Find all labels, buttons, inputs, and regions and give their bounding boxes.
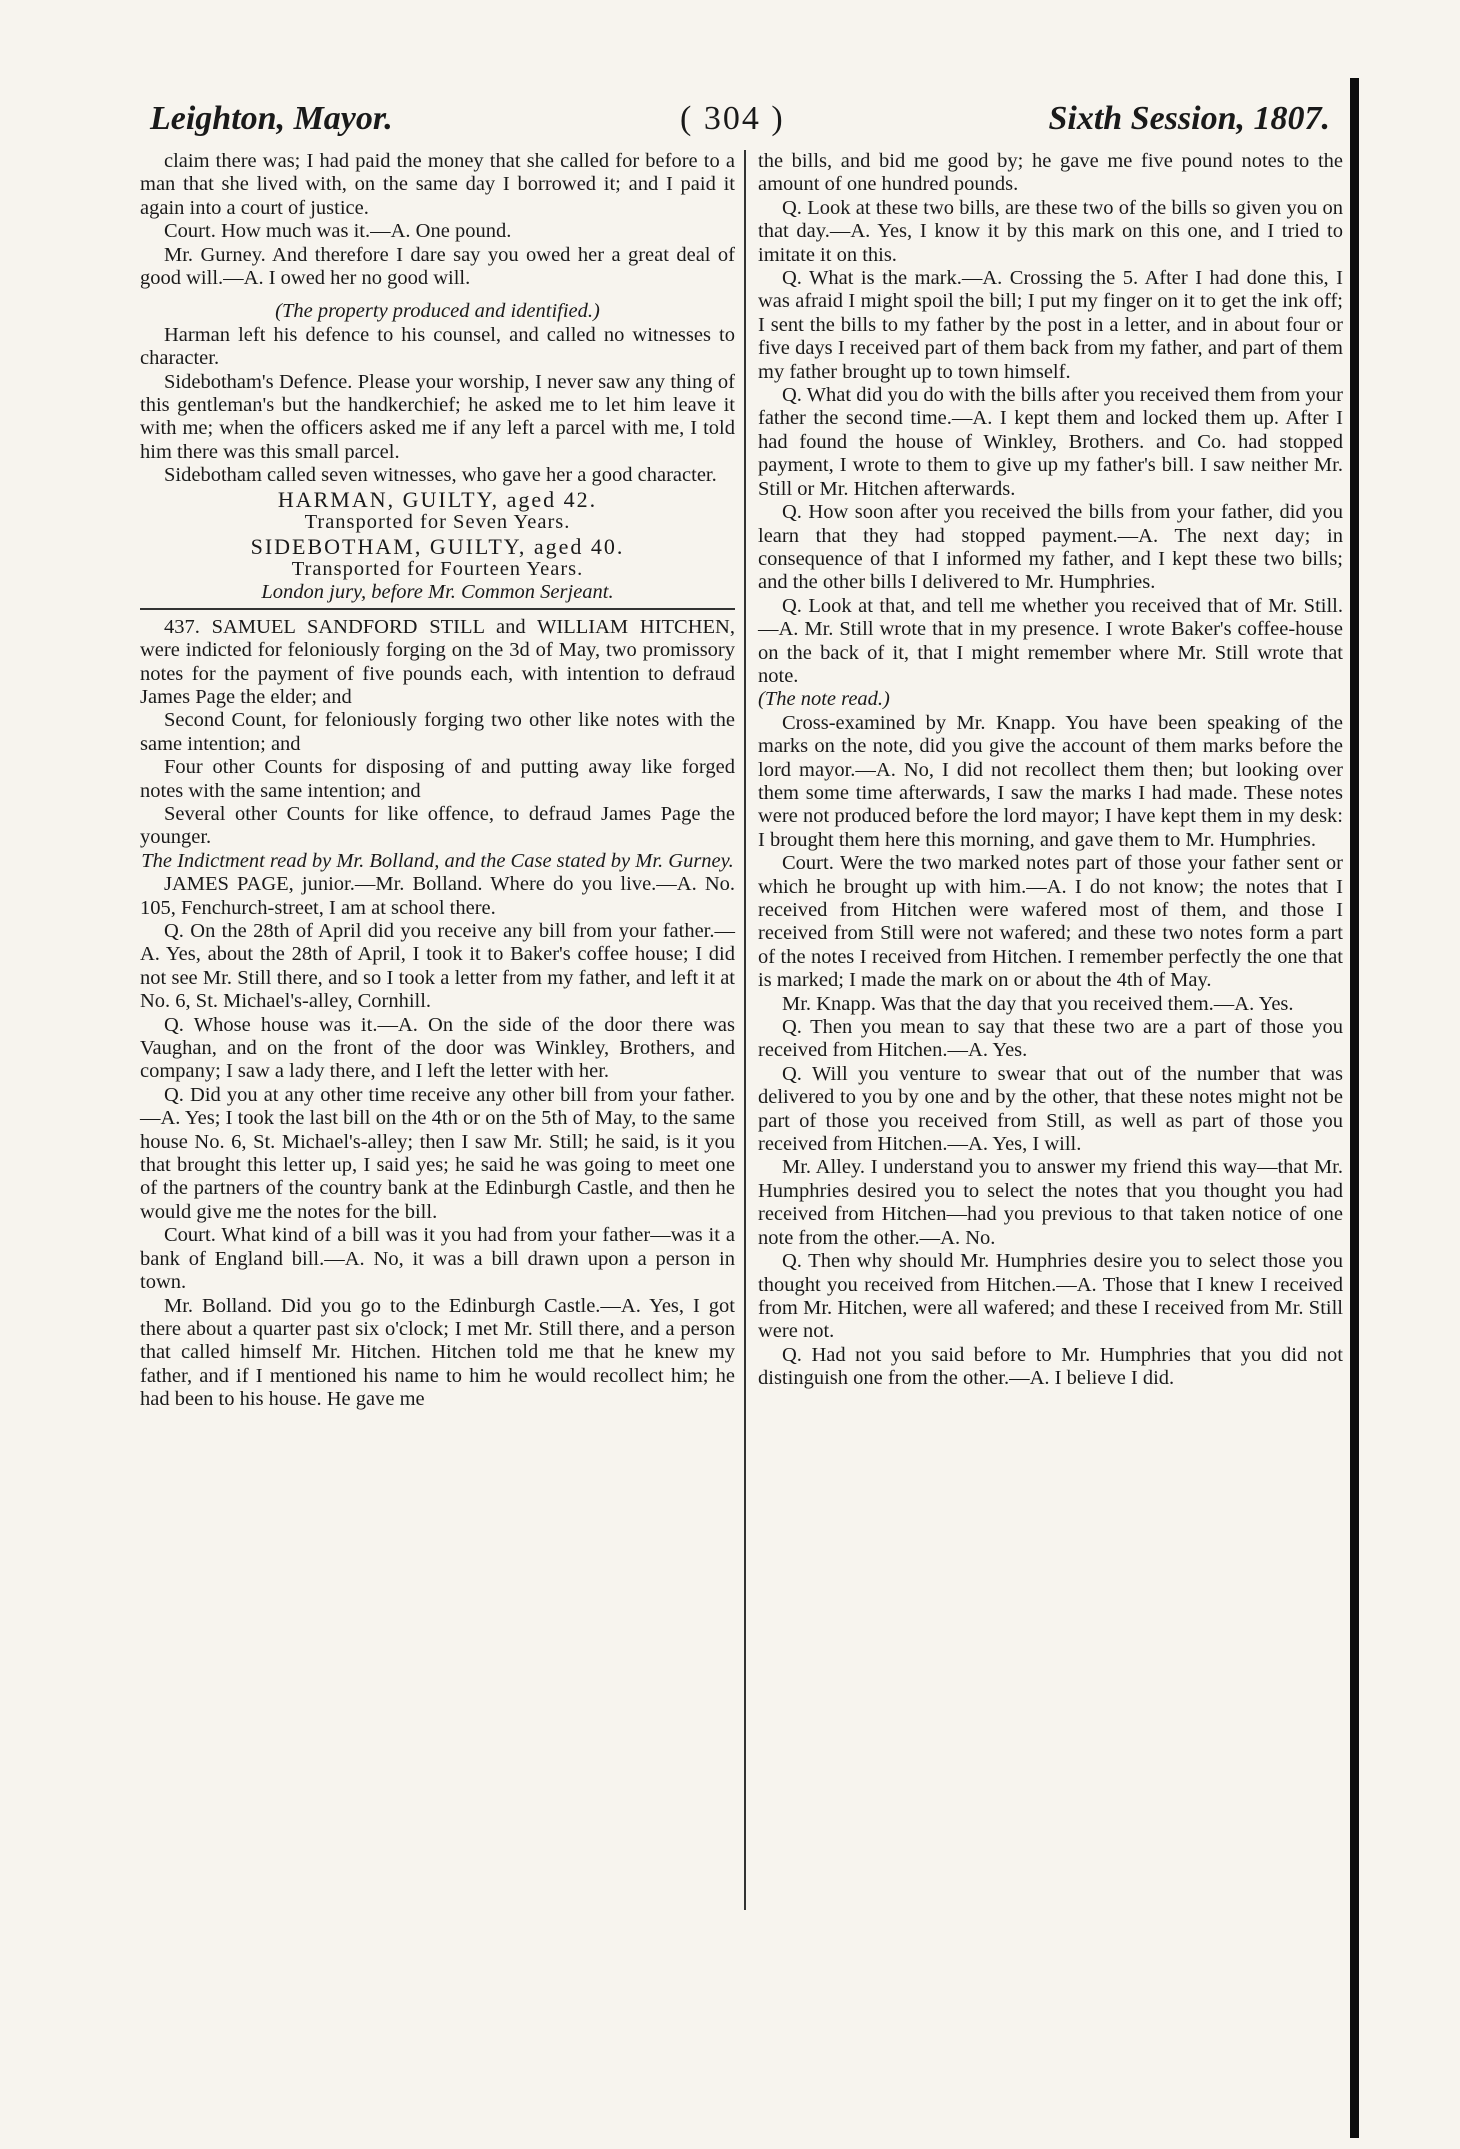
paragraph: JAMES PAGE, junior.—Mr. Bolland. Where do you live.—A. No. 105, Fenchurch-street, I am at school there. (140, 873, 735, 919)
paragraph: Q. Look at these two bills, are these two of the bills so given you on that day.—A. Yes, I know it by this mark on this one, and I tried to imitate it on this. (758, 196, 1343, 266)
section-rule (140, 608, 735, 610)
paragraph: Q. Had not you said before to Mr. Humphries that you did not distinguish one from the other.—A. I believe I did. (758, 1343, 1343, 1390)
paragraph: Q. Whose house was it.—A. On the side of the door there was Vaughan, and on the front of the door was Winkley, Brothers, and company; I saw a lady there, and I left the letter with her. (140, 1013, 735, 1083)
paragraph: Court. What kind of a bill was it you had from your father—was it a bank of England bill.—A. No, it was a bill drawn upon a person in town. (140, 1224, 735, 1294)
paragraph: Court. Were the two marked notes part of those your father sent or which he brought up with him.—A. I do not know; the notes that I received from Hitchen were wafered most of them, and those I received from Still were not wafered; and these two notes form a part of the notes I received from Hitchen. I remember perfectly the one that is marked; I made the mark on or about the 4th of May. (758, 852, 1343, 992)
paragraph: Four other Counts for disposing of and putting away like forged notes with the same intention; and (140, 756, 735, 802)
paragraph: Mr. Gurney. And therefore I dare say you owed her a great deal of good will.—A. I owed her no good will. (140, 243, 735, 290)
paragraph: Court. How much was it.—A. One pound. (164, 220, 512, 243)
paragraph: Q. Then why should Mr. Humphries desire you to select those you thought you received from Hitchen.—A. Those that I knew I received from Mr. Hitchen, were all wafered; and these I received from Mr. Still were not. (758, 1250, 1343, 1343)
paragraph: Q. What did you do with the bills after you received them from your father the second time.—A. I kept them and locked them up. After I had found the house of Winkley, Brothers. and Co. had stopped payment, I wrote to them to give up my father's bill. I saw neither Mr. Still or Mr. Hitchen afterwards. (758, 384, 1343, 500)
paragraph: Q. Will you venture to swear that out of the number that was delivered to you by one and by the other, that these notes might not be part of those you received from Still, as well as part of those you received from Hitchen.—A. Yes, I will. (758, 1062, 1343, 1156)
paragraph: Q. On the 28th of April did you receive any bill from your father.—A. Yes, about the 28th of April, I took it to Baker's coffee house; I did not see Mr. Still there, and so I took a letter from my father, and left it at No. 6, St. Michael's-alley, Cornhill. (140, 920, 735, 1013)
paragraph: Mr. Knapp. Was that the day that you received them.—A. Yes. (782, 992, 1294, 1015)
paragraph: Harman left his defence to his counsel, and called no witnesses to character. (140, 323, 735, 370)
paragraph: Q. What is the mark.—A. Crossing the 5. After I had done this, I was afraid I might spoil the bill; I put my finger on it to get the ink off; I sent the bills to my father by the post in a letter, and in about four or five days I received part of them back from my father, and part of them my father brought up to town himself. (758, 267, 1343, 383)
verdict: HARMAN, GUILTY, aged 42. (277, 486, 598, 512)
verdict: SIDEBOTHAM, GUILTY, aged 40. (250, 533, 625, 559)
paragraph: claim there was; I had paid the money that she called for before to a man that she lived with, on the same day I borrowed it; and I paid it again into a court of justice. (140, 150, 735, 219)
paragraph: Q. Did you at any other time receive any other bill from your father.—A. Yes; I took the last bill on the 4th or on the 5th of May, to the same house No. 6, St. Michael's-alley; then I saw Mr. Still; he said, is it you that brought this letter up, I said yes; he said he was going to meet one of the partners of the country bank at the Edinburgh Castle, and then he would give me the notes for the bill. (140, 1083, 735, 1223)
sentence: Transported for Fourteen Years. (291, 557, 584, 580)
column-divider (744, 150, 746, 1910)
paragraph: Cross-examined by Mr. Knapp. You have been speaking of the marks on the note, did you give the account of them marks before the lord mayor.—A. No, I did not recollect them then; but looking over them some time afterwards, I saw the marks I had made. These notes were not produced before the lord mayor; I have kept them in my desk: I brought them here this morning, and gave them to Mr. Humphries. (758, 711, 1343, 851)
running-head-right: Sixth Session, 1807. (1048, 100, 1330, 137)
sentence: Transported for Seven Years. (304, 511, 571, 534)
paragraph: Q. Look at that, and tell me whether you received that of Mr. Still.—A. Mr. Still wrote that in my presence. I wrote Baker's coffee-house on the back of it, that I might remember where Mr. Still wrote that note. (758, 594, 1343, 687)
court-note: The Indictment read by Mr. Bolland, and the Case stated by Mr. Gurney. (141, 849, 734, 872)
left-column (140, 150, 735, 1412)
paragraph: Several other Counts for like offence, to defraud James Page the younger. (140, 802, 735, 849)
paragraph: Sidebotham called seven witnesses, who gave her a good character. (164, 464, 717, 487)
paragraph: Sidebotham's Defence. Please your worship, I never saw any thing of this gentleman's but the handkerchief; he asked me to let him leave it with me; when the officers asked me if any left a parcel with me, I told him there was this small parcel. (140, 370, 735, 463)
paragraph: Mr. Bolland. Did you go to the Edinburgh Castle.—A. Yes, I got there about a quarter past six o'clock; I met Mr. Still there, and a person that called himself Mr. Hitchen. Hitchen told me that he knew my father, and if I mentioned his name to him he would recollect him; he had been to his house. He gave me (140, 1294, 735, 1411)
paragraph: Q. How soon after you received the bills from your father, did you learn that they had stopped payment.—A. The next day; in consequence of that I informed my father, and I kept these two bills; and the other bills I delivered to Mr. Humphries. (758, 501, 1343, 594)
paragraph: the bills, and bid me good by; he gave me five pound notes to the amount of one hundred pounds. (758, 150, 1343, 196)
court-note: (The property produced and identified.) (275, 300, 600, 323)
right-column (758, 150, 1343, 1391)
paragraph: Mr. Alley. I understand you to answer my friend this way—that Mr. Humphries desired you to select the notes that you thought you had received from Hitchen—had you previous to that taken notice of one note from the other.—A. No. (758, 1156, 1343, 1249)
paragraph: Q. Then you mean to say that these two are a part of those you received from Hitchen.—A. Yes. (758, 1016, 1343, 1062)
page-number: ( 304 ) (680, 100, 785, 137)
running-head-left: Leighton, Mayor. (150, 100, 393, 137)
jury-line: London jury, before Mr. Common Serjeant. (261, 581, 614, 604)
page-header (150, 100, 1330, 144)
case-heading: 437. SAMUEL SANDFORD STILL and WILLIAM HITCHEN, were indicted for feloniously forging on the 3d of May, two promissory notes for the payment of five pounds each, with intention to defraud James Page the elder; and (140, 615, 735, 708)
spacer (140, 290, 735, 300)
court-note: (The note read.) (758, 688, 890, 711)
page-edge-shadow (1350, 78, 1359, 2138)
paragraph: Second Count, for feloniously forging two other like notes with the same intention; and (140, 709, 735, 755)
